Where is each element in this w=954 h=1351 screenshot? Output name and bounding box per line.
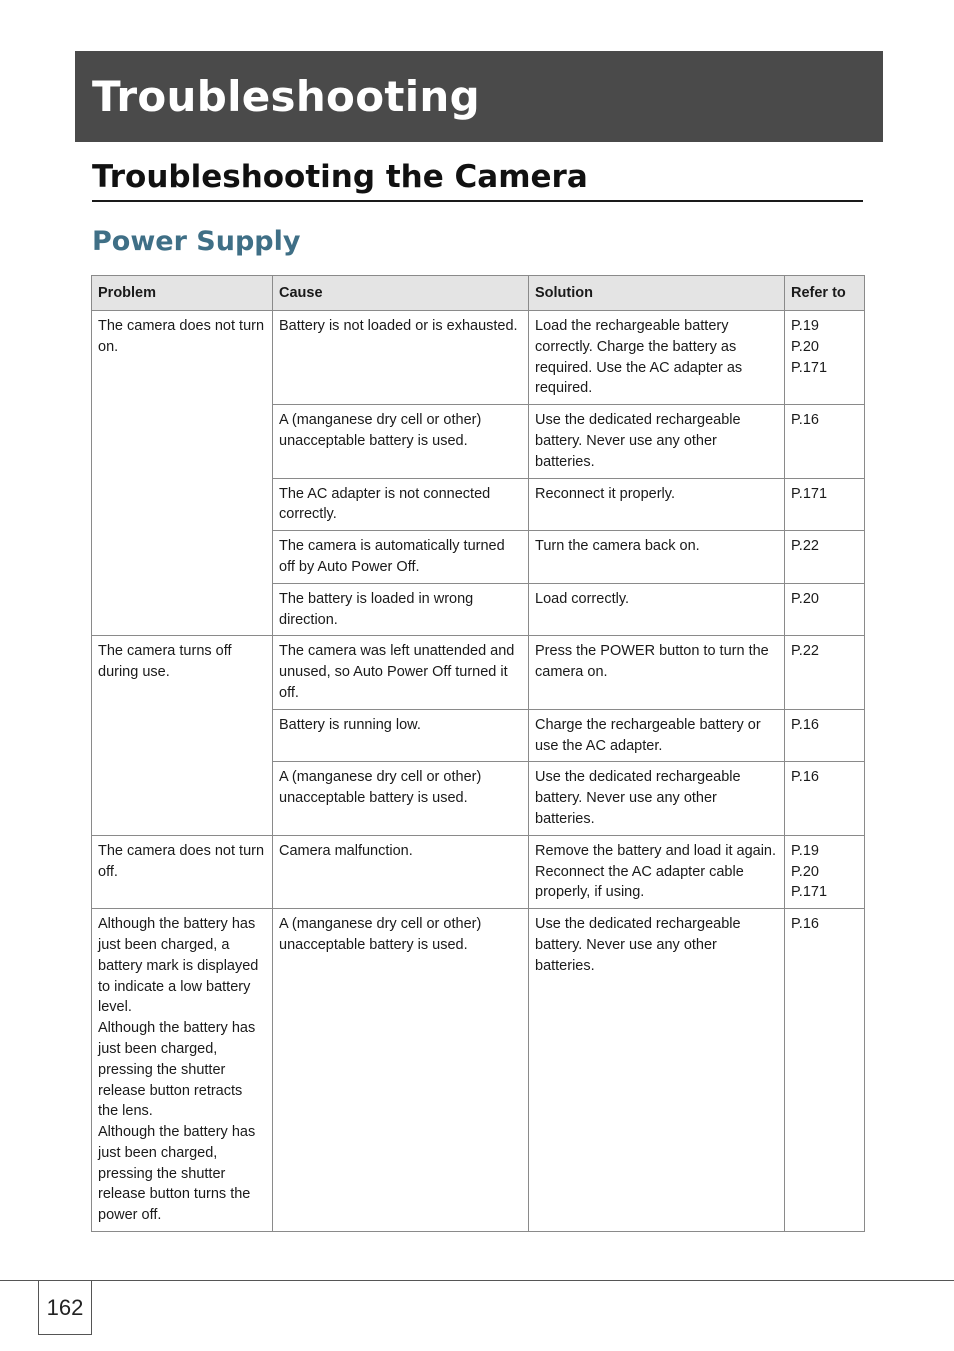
refer-cell: P.16	[785, 709, 865, 762]
solution-cell: Use the dedicated rechargeable battery. Never use any other batteries.	[529, 909, 785, 1232]
problem-cell: Although the battery has just been charged, a battery mark is displayed to indicate a low battery level. Although the battery has just been charged, pressing the shutter release button retracts the lens. Although the battery has just been charged, pressing the shutter release button turns the power off.	[92, 909, 273, 1232]
problem-cell: The camera turns off during use.	[92, 636, 273, 835]
refer-cell: P.19 P.20 P.171	[785, 835, 865, 908]
refer-cell: P.22	[785, 531, 865, 584]
cause-cell: The camera is automatically turned off by Auto Power Off.	[273, 531, 529, 584]
cause-cell: The battery is loaded in wrong direction.	[273, 583, 529, 636]
cause-cell: A (manganese dry cell or other) unacceptable battery is used.	[273, 909, 529, 1232]
solution-cell: Press the POWER button to turn the camera on.	[529, 636, 785, 709]
subsection-title: Power Supply	[92, 226, 301, 257]
solution-cell: Turn the camera back on.	[529, 531, 785, 584]
cause-cell: Battery is not loaded or is exhausted.	[273, 311, 529, 405]
solution-cell: Use the dedicated rechargeable battery. Never use any other batteries.	[529, 405, 785, 478]
table-row	[92, 636, 865, 709]
refer-cell: P.171	[785, 478, 865, 531]
table-row	[92, 835, 865, 908]
solution-cell: Load correctly.	[529, 583, 785, 636]
column-header-problem: Problem	[92, 276, 273, 311]
footer-rule	[0, 1280, 954, 1281]
section-title: Troubleshooting the Camera	[92, 156, 863, 202]
refer-cell: P.20	[785, 583, 865, 636]
troubleshooting-table	[91, 275, 865, 1232]
solution-cell: Load the rechargeable battery correctly. Charge the battery as required. Use the AC adapter as required.	[529, 311, 785, 405]
page-number: 162	[38, 1281, 92, 1335]
chapter-title: Troubleshooting	[92, 72, 480, 121]
solution-cell: Remove the battery and load it again. Reconnect the AC adapter cable properly, if using.	[529, 835, 785, 908]
refer-cell: P.16	[785, 909, 865, 1232]
refer-cell: P.19 P.20 P.171	[785, 311, 865, 405]
cause-cell: A (manganese dry cell or other) unacceptable battery is used.	[273, 405, 529, 478]
table-row	[92, 909, 865, 1232]
column-header-solution: Solution	[529, 276, 785, 311]
cause-cell: Battery is running low.	[273, 709, 529, 762]
cause-cell: Camera malfunction.	[273, 835, 529, 908]
problem-cell: The camera does not turn on.	[92, 311, 273, 636]
solution-cell: Charge the rechargeable battery or use the AC adapter.	[529, 709, 785, 762]
solution-cell: Use the dedicated rechargeable battery. Never use any other batteries.	[529, 762, 785, 835]
cause-cell: The AC adapter is not connected correctly.	[273, 478, 529, 531]
chapter-banner	[75, 51, 883, 142]
refer-cell: P.16	[785, 762, 865, 835]
cause-cell: The camera was left unattended and unused, so Auto Power Off turned it off.	[273, 636, 529, 709]
table-row	[92, 311, 865, 405]
table-header-row	[92, 276, 865, 311]
refer-cell: P.22	[785, 636, 865, 709]
refer-cell: P.16	[785, 405, 865, 478]
problem-cell: The camera does not turn off.	[92, 835, 273, 908]
column-header-cause: Cause	[273, 276, 529, 311]
solution-cell: Reconnect it properly.	[529, 478, 785, 531]
column-header-refer-to: Refer to	[785, 276, 865, 311]
cause-cell: A (manganese dry cell or other) unacceptable battery is used.	[273, 762, 529, 835]
